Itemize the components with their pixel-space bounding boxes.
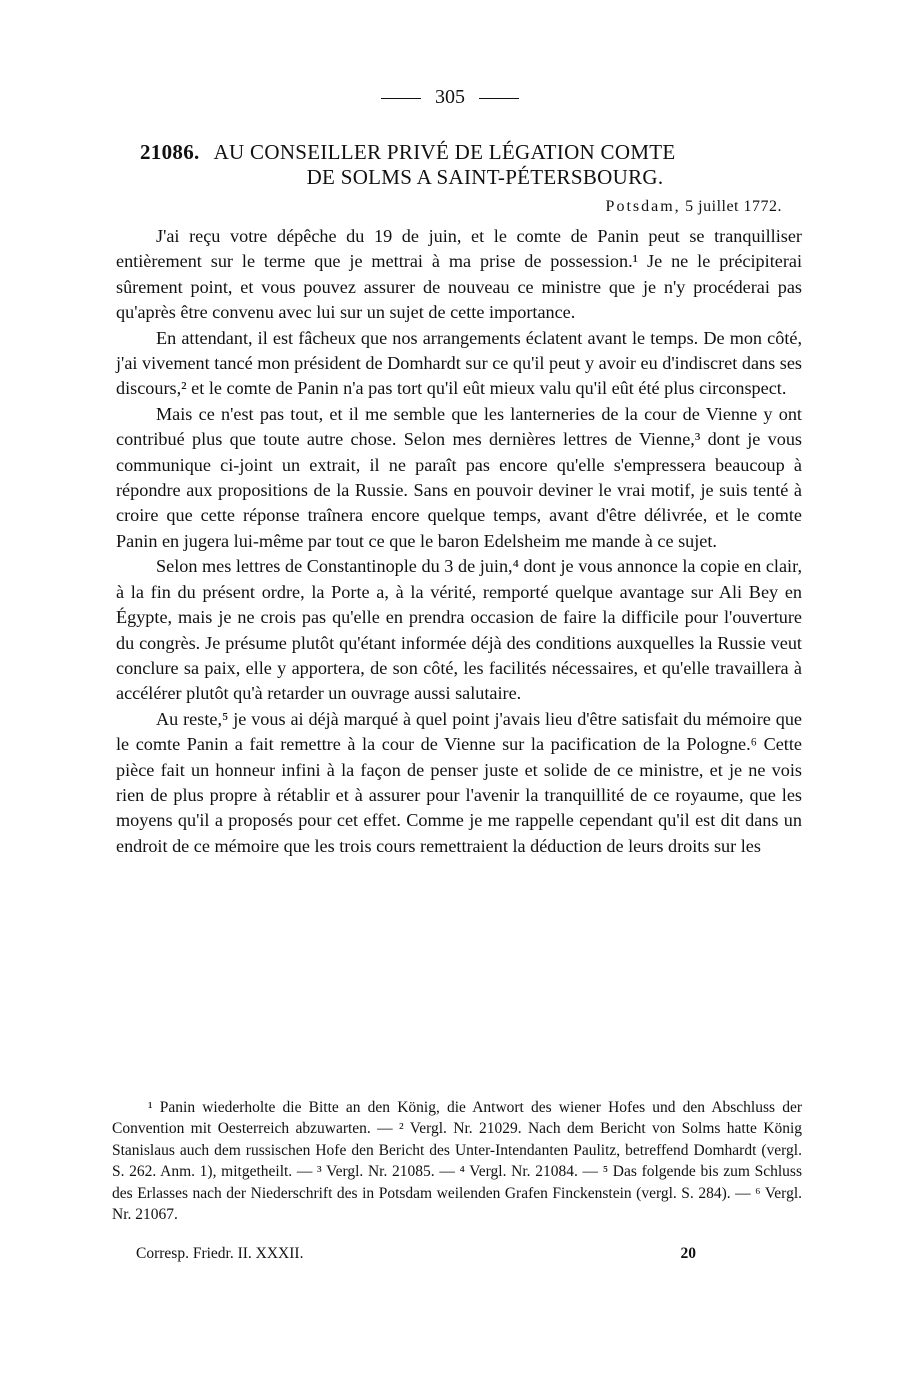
paragraph: Mais ce n'est pas tout, et il me semble que les lanterneries de la cour de Vienne y ont contribué plus que toute autre chose. Selon mes dernières lettres de Vienne,³ dont je vous communique ci-joint un extrait, il ne paraît pas encore qu'elle s'empressera beaucoup à répondre aux propositions de la Russie. Sans en pouvoir deviner le vrai motif, je suis tenté à croire que cette réponse traînera encore quelque temps, avant d'être délivrée, et le comte Panin en jugera lui-même par tout ce que le baron Edelsheim me mande à ce sujet. <box>116 403 802 551</box>
paragraph: Au reste,⁵ je vous ai déjà marqué à quel point j'avais lieu d'être satisfait du mémoire que le comte Panin a fait remettre à la cour de Vienne sur la pacification de la Pologne.⁶ Cette pièce fait un honneur infini à la façon de penser juste et solide de ce ministre, et je ne vois rien de plus propre à rétablir et à assurer pour l'avenir la tranquillité de ce royaume, que les moyens qu'il a proposés pour cet effet. Comme je me rappelle cependant qu'il est dit dans un endroit de ce mémoire que les trois cours remettraient la déduction de leurs droits sur les <box>116 708 802 856</box>
page-number-dash-left <box>381 98 421 99</box>
letter-number: 21086. <box>140 140 200 164</box>
paragraph: En attendant, il est fâcheux que nos arrangements éclatent avant le temps. De mon côté, j'ai vivement tancé mon président de Domhardt sur ce qu'il peut y avoir eu d'indiscret dans ses discours,² et le comte de Panin n'a pas tort qu'il eût mieux valu qu'il eût été plus circonspect. <box>116 327 802 399</box>
dateline-date: 5 juillet 1772. <box>685 198 782 215</box>
page-number-text: 305 <box>435 86 465 108</box>
paragraph: J'ai reçu votre dépêche du 19 de juin, et le comte de Panin peut se tranquilliser entièrement sur le terme que je mettrai à ma prise de possession.¹ Je ne le précipiterai sûrement point, et vous pouvez assurer de nouveau ce ministre que je n'y procéderai pas qu'après être convenu avec lui sur un sujet de cette importance. <box>116 226 802 323</box>
letter-body <box>116 224 802 859</box>
heading-line-2: DE SOLMS A SAINT-PÉTERSBOURG. <box>306 165 664 189</box>
heading-line-1: AU CONSEILLER PRIVÉ DE LÉGATION COMTE <box>213 140 676 164</box>
dateline <box>606 198 782 216</box>
footnotes <box>112 1097 802 1225</box>
page-footer <box>136 1245 696 1263</box>
dateline-place: Potsdam, <box>605 198 681 215</box>
footnotes-text: ¹ Panin wiederholte die Bitte an den König, die Antwort des wiener Hofes und den Abschluss der Convention mit Oesterreich abzuwarten. — ² Vergl. Nr. 21029. Nach dem Bericht von Solms hatte König Stanislaus auch dem russischen Hofe den Bericht des Unter-Intendanten Paulitz, betreffend Domhardt (vergl. S. 262. Anm. 1), mitgetheilt. — ³ Vergl. Nr. 21085. — ⁴ Vergl. Nr. 21084. — ⁵ Das folgende bis zum Schluss des Erlasses nach der Niederschrift des in Potsdam weilenden Grafen Finckenstein (vergl. S. 284). — ⁶ Vergl. Nr. 21067. <box>112 1099 802 1224</box>
letter-heading <box>140 140 790 190</box>
page-number <box>0 86 900 109</box>
sheet-number: 20 <box>680 1245 696 1262</box>
footer-title: Corresp. Friedr. II. XXXII. <box>136 1245 304 1262</box>
paragraph: Selon mes lettres de Constantinople du 3 de juin,⁴ dont je vous annonce la copie en clair, à la fin du présent ordre, la Porte a, à la vérité, remporté quelque avantage sur Ali Bey en Égypte, mais je ne crois pas qu'elle en prendra occasion de faire la difficile pour l'ouverture du congrès. Je présume plutôt qu'étant informée déjà des conditions auxquelles la Russie veut conclure sa paix, elle y apportera, de son côté, les facilités nécessaires, et qu'elle travaillera à accélérer plutôt qu'à retarder un ouvrage aussi salutaire. <box>116 556 802 704</box>
page-number-dash-right <box>479 98 519 99</box>
